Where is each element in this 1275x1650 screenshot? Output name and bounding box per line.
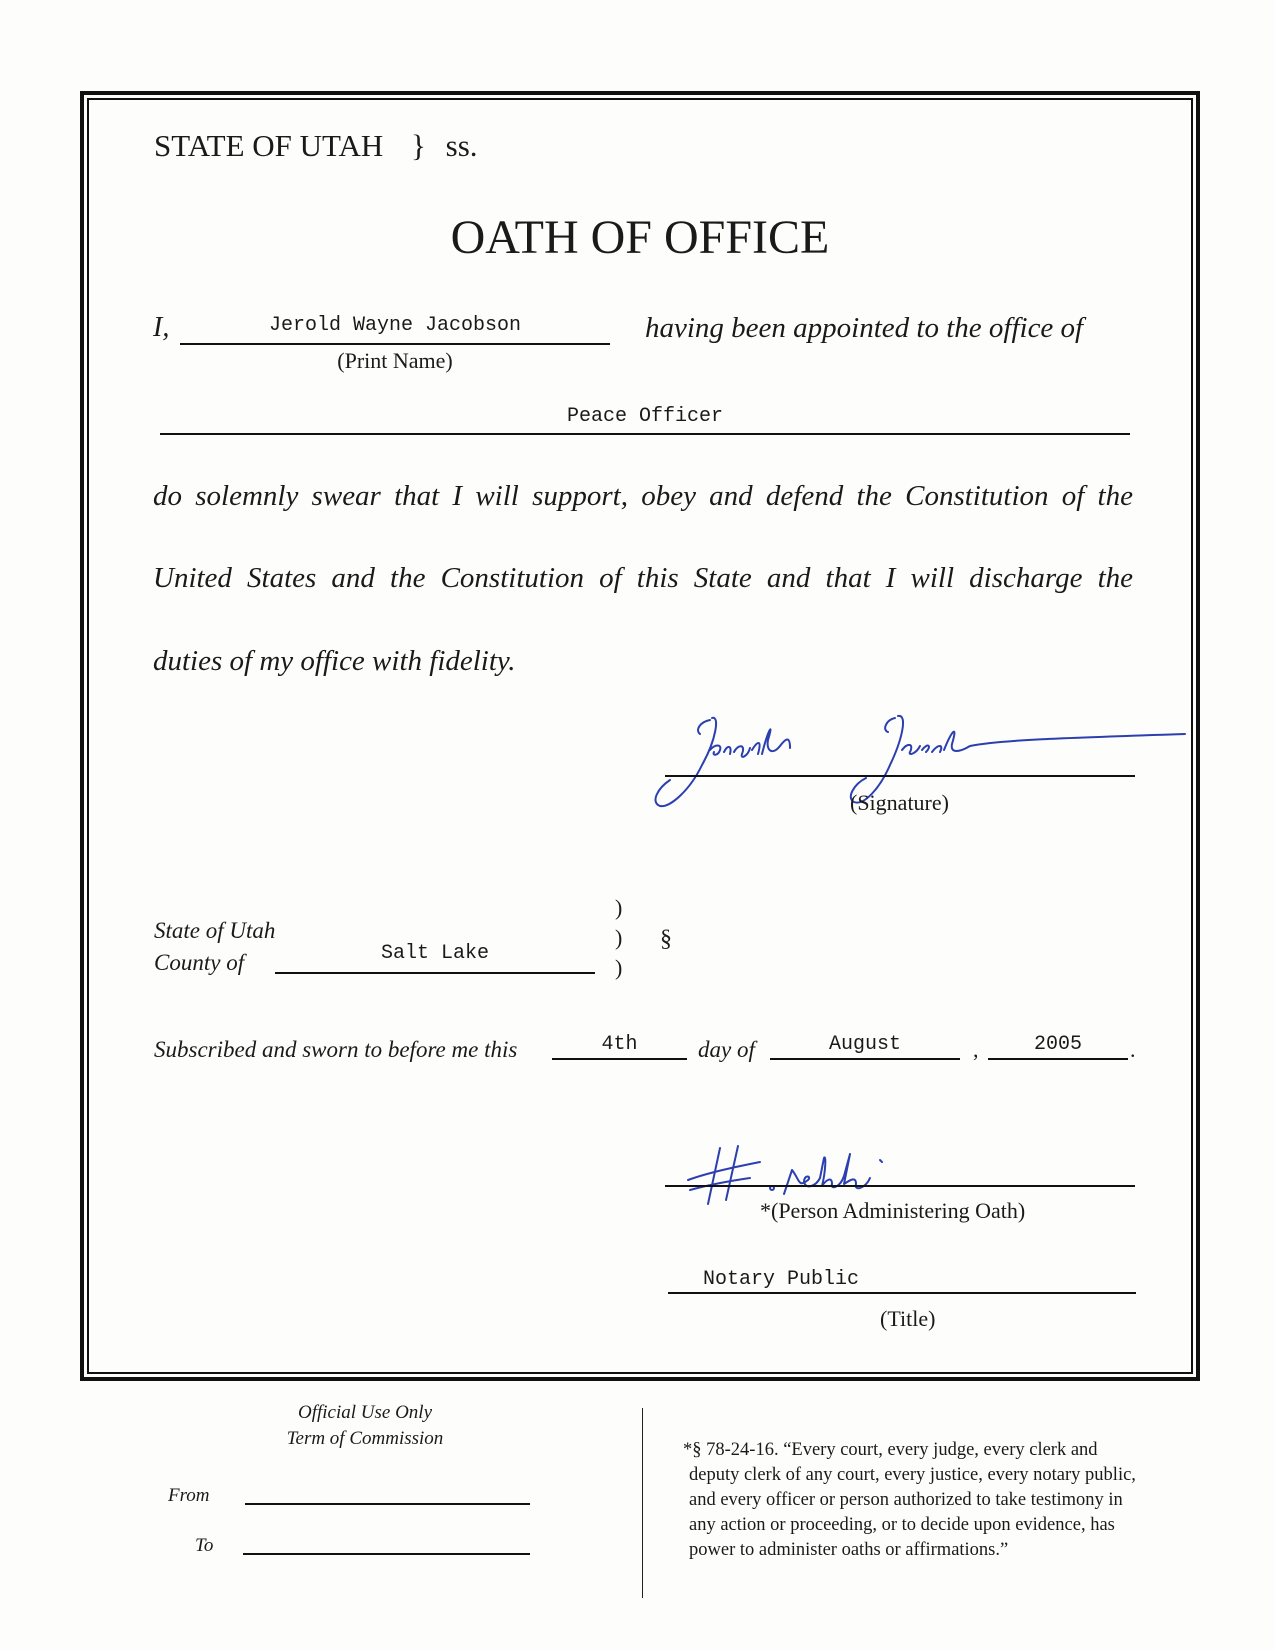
to-line: [243, 1553, 530, 1555]
section-symbol: §: [660, 926, 672, 952]
oath-body-line-2: United States and the Constitution of this State and that I will discharge the: [153, 562, 1133, 594]
oath-body-line-3: duties of my office with fidelity.: [153, 645, 516, 677]
month-value: August: [828, 1033, 901, 1056]
to-label: To: [195, 1535, 214, 1556]
title-value: Notary Public: [703, 1268, 860, 1291]
from-line: [245, 1503, 530, 1505]
sworn-prefix: Subscribed and sworn to before me this: [154, 1037, 518, 1062]
footnote-line-3: and every officer or person authorized to take testimony in: [689, 1490, 1123, 1510]
day-of-label: day of: [698, 1037, 755, 1062]
venue-state-label: State of Utah: [154, 918, 276, 943]
venue-county-label: County of: [154, 950, 245, 975]
brace: }: [411, 128, 426, 163]
period: .: [1130, 1037, 1136, 1062]
state-label: STATE OF UTAH: [154, 128, 384, 163]
print-name-value: Jerold Wayne Jacobson: [268, 314, 522, 337]
print-name-caption: (Print Name): [337, 348, 453, 373]
ss-label: ss.: [445, 128, 478, 163]
office-line: [160, 433, 1130, 435]
footnote-line-1: *§ 78-24-16. “Every court, every judge, every clerk and: [683, 1440, 1098, 1460]
footnote-line-4: any action or proceeding, or to decide upon evidence, has: [689, 1515, 1115, 1535]
signature-caption: (Signature): [850, 790, 949, 815]
comma: ,: [973, 1037, 979, 1062]
signature-line: [665, 775, 1135, 777]
venue-paren-3: ): [615, 955, 623, 980]
month-line: [770, 1058, 960, 1060]
from-label: From: [168, 1485, 210, 1506]
county-line: [275, 972, 595, 974]
i-label: I,: [153, 312, 170, 343]
footnote-line-2: deputy clerk of any court, every justice, every notary public,: [689, 1465, 1136, 1485]
venue-paren-2: ): [615, 925, 623, 950]
term-of-commission-heading: Term of Commission: [286, 1428, 444, 1449]
office-value: Peace Officer: [566, 405, 724, 428]
official-use-heading: Official Use Only: [297, 1402, 433, 1423]
footnote-line-5: power to administer oaths or affirmations.”: [689, 1540, 1009, 1560]
year-line: [988, 1058, 1128, 1060]
title-line: [668, 1292, 1136, 1294]
oath-body-line-1: do solemnly swear that I will support, obey and defend the Constitution of the: [153, 480, 1133, 512]
day-value: 4th: [601, 1033, 638, 1056]
administrator-line: [665, 1185, 1135, 1187]
year-value: 2005: [1033, 1033, 1082, 1056]
administrator-caption: *(Person Administering Oath): [760, 1198, 1026, 1223]
county-value: Salt Lake: [380, 942, 490, 965]
state-heading: [154, 128, 478, 164]
document-title: OATH OF OFFICE: [450, 211, 830, 264]
statute-footnote: [683, 1438, 1136, 1563]
title-caption: (Title): [880, 1306, 936, 1331]
print-name-line: [180, 343, 610, 345]
footer-divider: [642, 1408, 643, 1598]
day-line: [552, 1058, 687, 1060]
venue-paren-1: ): [615, 895, 623, 920]
appointed-text: having been appointed to the office of: [645, 312, 1084, 344]
